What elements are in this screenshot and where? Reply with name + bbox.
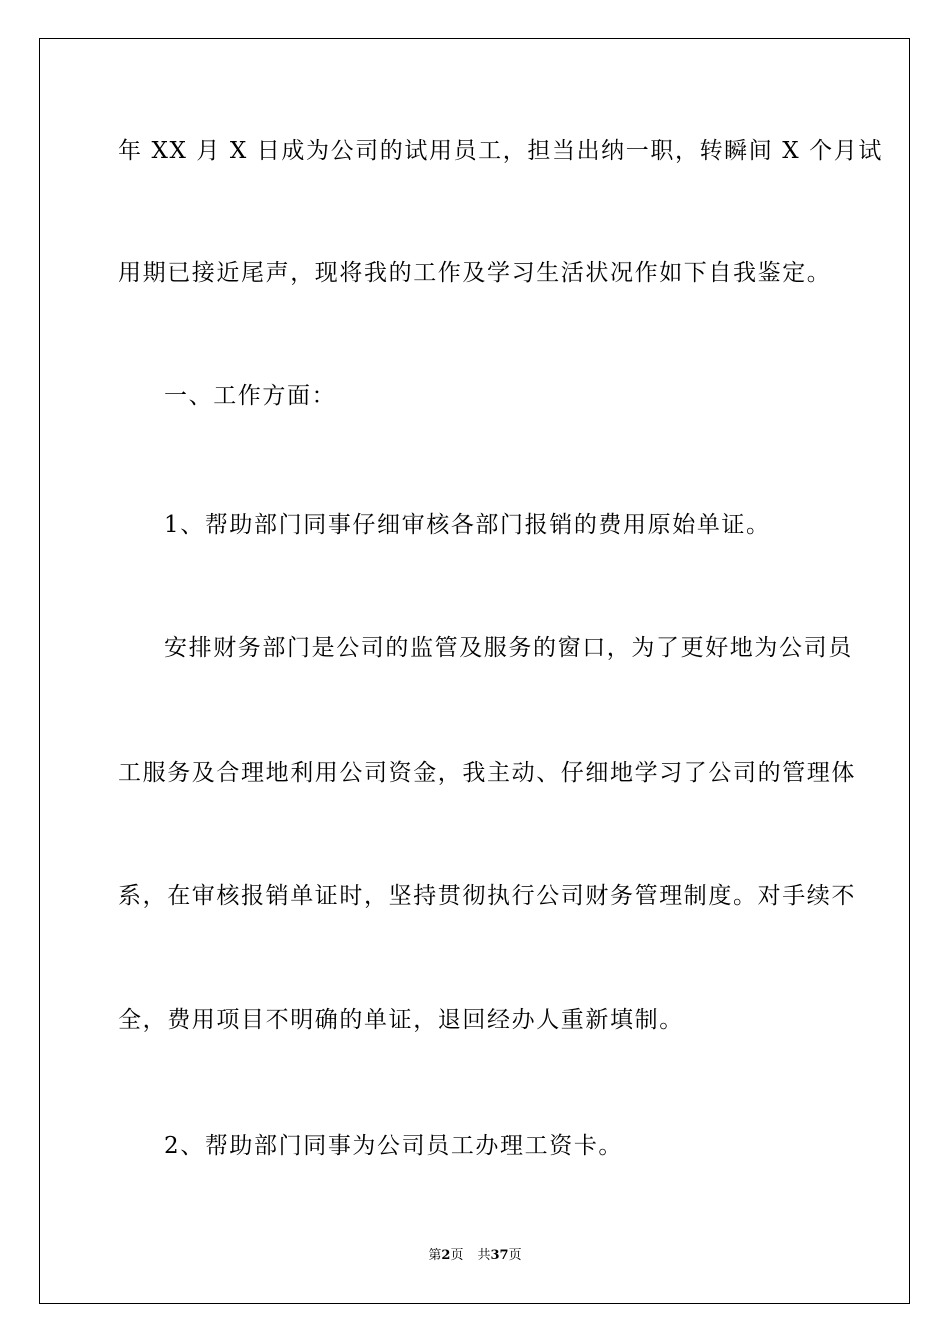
footer-page-suffix: 页 xyxy=(450,1248,464,1263)
page-footer xyxy=(0,1247,950,1265)
text-line-6: 工服务及合理地利用公司资金，我主动、仔细地学习了公司的管理体 xyxy=(118,760,856,786)
item-heading-2: 2、帮助部门同事为公司员工办理工资卡。 xyxy=(164,1133,624,1159)
page-frame xyxy=(39,38,910,1304)
footer-total-pages: 37 xyxy=(490,1248,509,1263)
text-line-2: 用期已接近尾声，现将我的工作及学习生活状况作如下自我鉴定。 xyxy=(118,260,832,286)
item-heading-1: 1、帮助部门同事仔细审核各部门报销的费用原始单证。 xyxy=(164,512,771,538)
section-heading-work: 一、工作方面： xyxy=(164,383,337,409)
footer-page-number: 2 xyxy=(441,1248,451,1263)
footer-total-suffix: 页 xyxy=(508,1248,522,1263)
text-line-7: 系，在审核报销单证时，坚持贯彻执行公司财务管理制度。对手续不 xyxy=(118,883,856,909)
text-line-8: 全，费用项目不明确的单证，退回经办人重新填制。 xyxy=(118,1007,684,1033)
text-line-1: 年 XX 月 X 日成为公司的试用员工，担当出纳一职，转瞬间 X 个月试 xyxy=(118,138,883,164)
text-line-5: 安排财务部门是公司的监管及服务的窗口，为了更好地为公司员 xyxy=(164,635,853,661)
footer-total-prefix: 共 xyxy=(477,1248,491,1263)
footer-page-prefix: 第 xyxy=(428,1248,442,1263)
